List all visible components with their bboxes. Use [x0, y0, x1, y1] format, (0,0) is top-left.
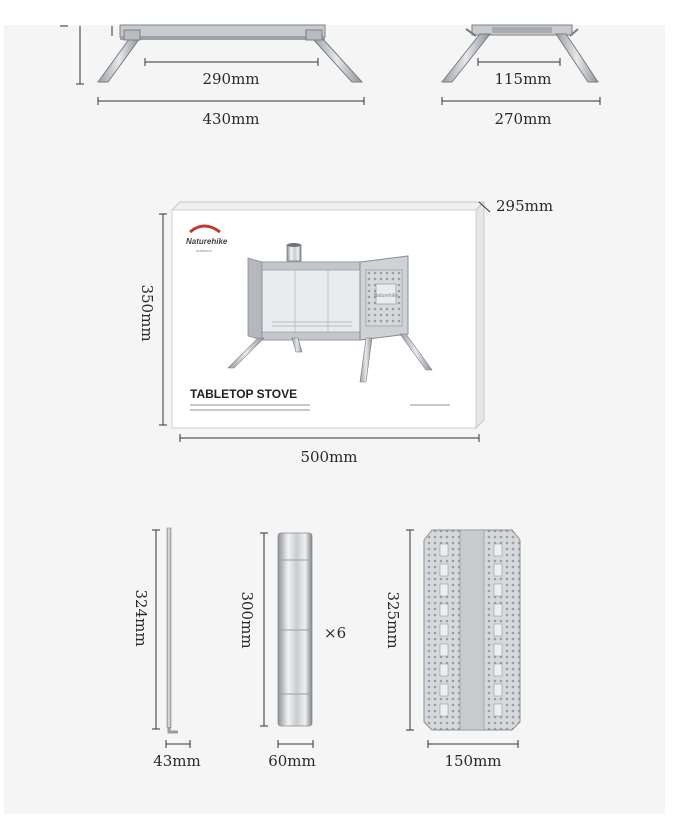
grate-slot: [440, 664, 448, 676]
grate-slot: [440, 584, 448, 596]
stove-front-view: [60, 25, 364, 128]
grate-slot: [494, 624, 502, 636]
box-top-edge: [172, 202, 484, 210]
box-title: TABLETOP STOVE: [190, 387, 298, 401]
stove-leg-left: [98, 38, 140, 82]
pipe-width-label: 60mm: [268, 752, 316, 770]
rod-height-label: 324mm: [132, 589, 150, 647]
grate-slot: [440, 544, 448, 556]
stove-inner-width-label: 290mm: [202, 70, 260, 88]
grate-slot: [440, 644, 448, 656]
box-brand: Naturehike: [186, 237, 228, 246]
pipe-height-label: 300mm: [238, 591, 256, 649]
grate-slot: [494, 704, 502, 716]
rod-accessory: [132, 528, 201, 770]
grate-slot: [440, 684, 448, 696]
grate-slot: [494, 644, 502, 656]
stove-leg-right: [312, 38, 362, 82]
grate-slot: [440, 604, 448, 616]
grate-slot: [494, 544, 502, 556]
stove-end-left: [248, 258, 262, 340]
chimney-pipe-accessory: [238, 533, 346, 770]
grate-center-rib: [460, 530, 484, 730]
side-leg-left: [442, 34, 490, 82]
side-inner-width-label: 115mm: [494, 70, 552, 88]
grate-slot: [494, 584, 502, 596]
stove-outer-width-label: 430mm: [202, 110, 260, 128]
box-side-edge: [476, 202, 484, 428]
stove-body-trim: [120, 36, 325, 40]
box-depth-label: 295mm: [496, 197, 554, 215]
grate-slot: [494, 664, 502, 676]
grate-height-label: 325mm: [384, 591, 402, 649]
side-leg-right: [556, 34, 598, 82]
stove-side-vent: [492, 27, 552, 33]
grate-slot: [440, 564, 448, 576]
box-height-label: 350mm: [138, 284, 156, 342]
grate-slot: [494, 564, 502, 576]
grate-accessory: [384, 530, 520, 770]
stove-body-bottom: [120, 25, 325, 37]
rod-hook: [169, 727, 178, 732]
leg-bracket-right: [306, 30, 322, 40]
chimney-collar: [287, 245, 301, 261]
grate-width-label: 150mm: [444, 752, 502, 770]
leg-bracket-left: [124, 30, 140, 40]
stove-side-view: [442, 25, 600, 128]
rod-width-label: 43mm: [153, 752, 201, 770]
box-width-label: 500mm: [300, 448, 358, 466]
grate-slot: [440, 704, 448, 716]
grate-slot: [494, 604, 502, 616]
rod: [167, 528, 171, 728]
stove-glass-front: [262, 262, 360, 340]
packaging-box: [138, 197, 553, 466]
stove-logo-text: Naturehike: [373, 293, 399, 299]
grate-slot: [440, 624, 448, 636]
side-outer-width-label: 270mm: [494, 110, 552, 128]
pipe-quantity-label: ×6: [324, 624, 347, 642]
chimney-opening: [287, 243, 301, 247]
box-brand-sub: outdoors: [196, 248, 212, 253]
grate-slot: [494, 684, 502, 696]
